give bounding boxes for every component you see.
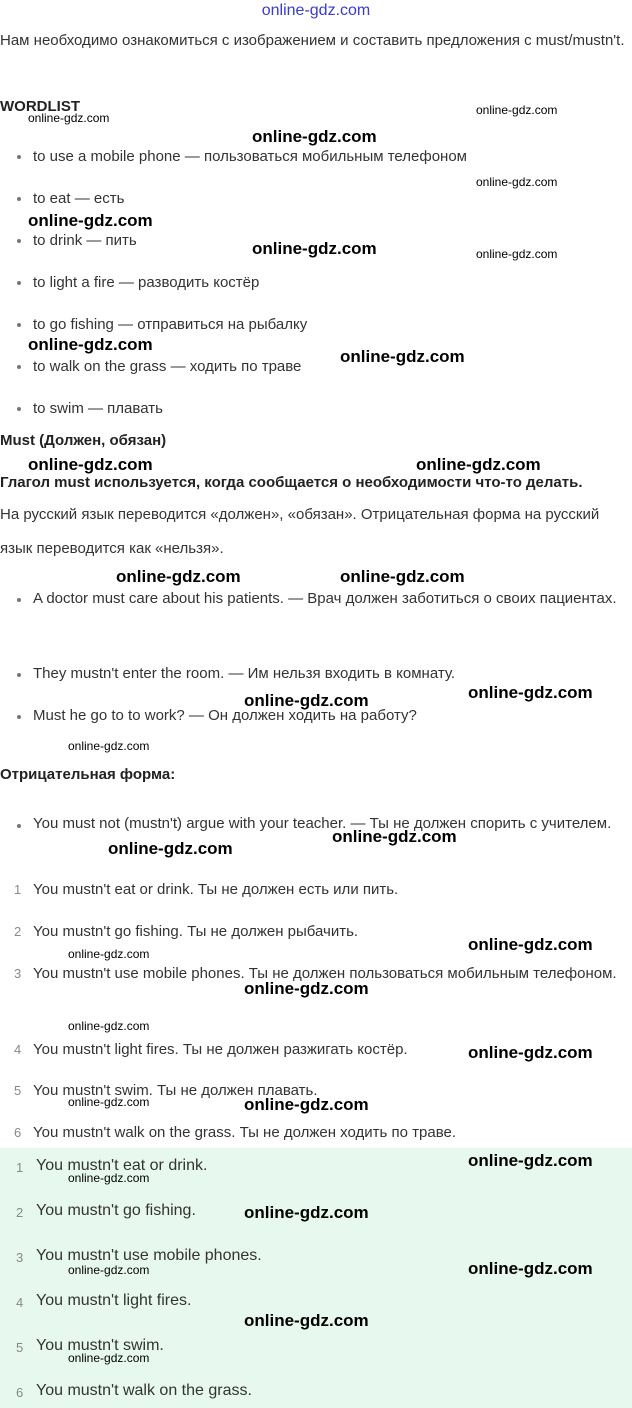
list-bullet: [17, 824, 21, 828]
watermark: online-gdz.com: [68, 1351, 150, 1365]
numbered-item: You mustn't eat or drink. Ты не должен есть или пить.: [33, 881, 399, 898]
item-number: 5: [14, 1083, 22, 1098]
watermark: online-gdz.com: [476, 247, 558, 261]
watermark: online-gdz.com: [244, 1311, 369, 1330]
watermark: online-gdz.com: [28, 455, 153, 474]
list-bullet: [17, 715, 21, 719]
example-item: They mustn't enter the room. — Им нельзя входить в комнату.: [33, 665, 456, 682]
numbered-item: You mustn't walk on the grass. Ты не должен ходить по траве.: [33, 1124, 457, 1141]
list-bullet: [17, 598, 21, 602]
watermark: online-gdz.com: [332, 827, 457, 846]
wordlist-heading: WORDLIST: [0, 98, 80, 115]
list-bullet: [17, 365, 21, 369]
intro-text: Нам необходимо ознакомиться с изображением и составить предложения с must/mustn't.: [0, 32, 625, 49]
watermark: online-gdz.com: [468, 1259, 593, 1278]
answer-item: You mustn't walk on the grass.: [36, 1382, 252, 1399]
numbered-item: You mustn't use mobile phones. Ты не должен пользоваться мобильным телефоном.: [33, 965, 617, 982]
list-bullet: [17, 323, 21, 327]
wordlist-item: to light a fire — разводить костёр: [33, 274, 260, 291]
watermark: online-gdz.com: [244, 691, 369, 710]
watermark: online-gdz.com: [416, 455, 541, 474]
answer-item: You mustn't eat or drink.: [36, 1157, 208, 1174]
example-item: Must he go to to work? — Он должен ходить на работу?: [33, 707, 417, 724]
list-bullet: [17, 239, 21, 243]
watermark: online-gdz.com: [468, 935, 593, 954]
watermark: online-gdz.com: [68, 739, 150, 753]
watermark: online-gdz.com: [468, 1151, 593, 1170]
wordlist-item: to walk on the grass — ходить по траве: [33, 358, 302, 375]
watermark: online-gdz.com: [340, 567, 465, 586]
watermark: online-gdz.com: [476, 175, 558, 189]
item-number: 3: [14, 966, 22, 981]
watermark: online-gdz.com: [252, 239, 377, 258]
watermark: online-gdz.com: [68, 947, 150, 961]
watermark: online-gdz.com: [244, 1203, 369, 1222]
answer-number: 4: [16, 1295, 24, 1310]
numbered-item: You mustn't go fishing. Ты не должен рыбачить.: [33, 923, 359, 940]
item-number: 1: [14, 882, 22, 897]
must-rule-bold: Глагол must используется, когда сообщается о необходимости что-то делать.: [0, 474, 583, 491]
numbered-item: You mustn't light fires. Ты не должен разжигать костёр.: [33, 1041, 408, 1058]
watermark: online-gdz.com: [28, 335, 153, 354]
watermark: online-gdz.com: [108, 839, 233, 858]
watermark: online-gdz.com: [28, 111, 110, 125]
watermark: online-gdz.com: [244, 1095, 369, 1114]
watermark: online-gdz.com: [68, 1263, 150, 1277]
wordlist-item: to swim — плавать: [33, 400, 163, 417]
item-number: 6: [14, 1125, 22, 1140]
watermark: online-gdz.com: [28, 211, 153, 230]
numbered-item: You mustn't swim. Ты не должен плавать.: [33, 1082, 318, 1099]
answer-number: 1: [16, 1160, 24, 1175]
watermark: online-gdz.com: [244, 979, 369, 998]
wordlist-item: to use a mobile phone — пользоваться мобильным телефоном: [33, 148, 467, 165]
negative-example: You must not (mustn't) argue with your teacher. — Ты не должен спорить с учителем.: [33, 815, 612, 832]
answer-number: 5: [16, 1340, 24, 1355]
item-number: 2: [14, 924, 22, 939]
must-heading: Must (Должен, обязан): [0, 432, 167, 449]
answer-number: 6: [16, 1385, 24, 1400]
watermark: online-gdz.com: [476, 103, 558, 117]
site-logo: online-gdz.com: [261, 2, 371, 19]
wordlist-item: to eat — есть: [33, 190, 125, 207]
list-bullet: [17, 281, 21, 285]
example-item: A doctor must care about his patients. — Врач должен заботиться о своих пациентах.: [33, 590, 617, 607]
answer-item: You mustn't use mobile phones.: [36, 1247, 262, 1264]
wordlist-item: to go fishing — отправиться на рыбалку: [33, 316, 308, 333]
list-bullet: [17, 155, 21, 159]
answer-number: 2: [16, 1205, 24, 1220]
answer-number: 3: [16, 1250, 24, 1265]
must-rule-text: На русский язык переводится «должен», «обязан». Отрицательная форма на русский язык переводится как «нельзя».: [0, 506, 600, 557]
watermark: online-gdz.com: [340, 347, 465, 366]
watermark: online-gdz.com: [68, 1095, 150, 1109]
watermark: online-gdz.com: [116, 567, 241, 586]
watermark: online-gdz.com: [468, 1043, 593, 1062]
answer-item: You mustn't light fires.: [36, 1292, 192, 1309]
list-bullet: [17, 197, 21, 201]
watermark: online-gdz.com: [68, 1171, 150, 1185]
item-number: 4: [14, 1042, 22, 1057]
list-bullet: [17, 407, 21, 411]
watermark: online-gdz.com: [468, 683, 593, 702]
wordlist-item: to drink — пить: [33, 232, 137, 249]
watermark: online-gdz.com: [68, 1019, 150, 1033]
negative-heading: Отрицательная форма:: [0, 766, 176, 783]
answer-item: You mustn't swim.: [36, 1337, 164, 1354]
watermark: online-gdz.com: [252, 127, 377, 146]
answer-item: You mustn't go fishing.: [36, 1202, 196, 1219]
list-bullet: [17, 673, 21, 677]
